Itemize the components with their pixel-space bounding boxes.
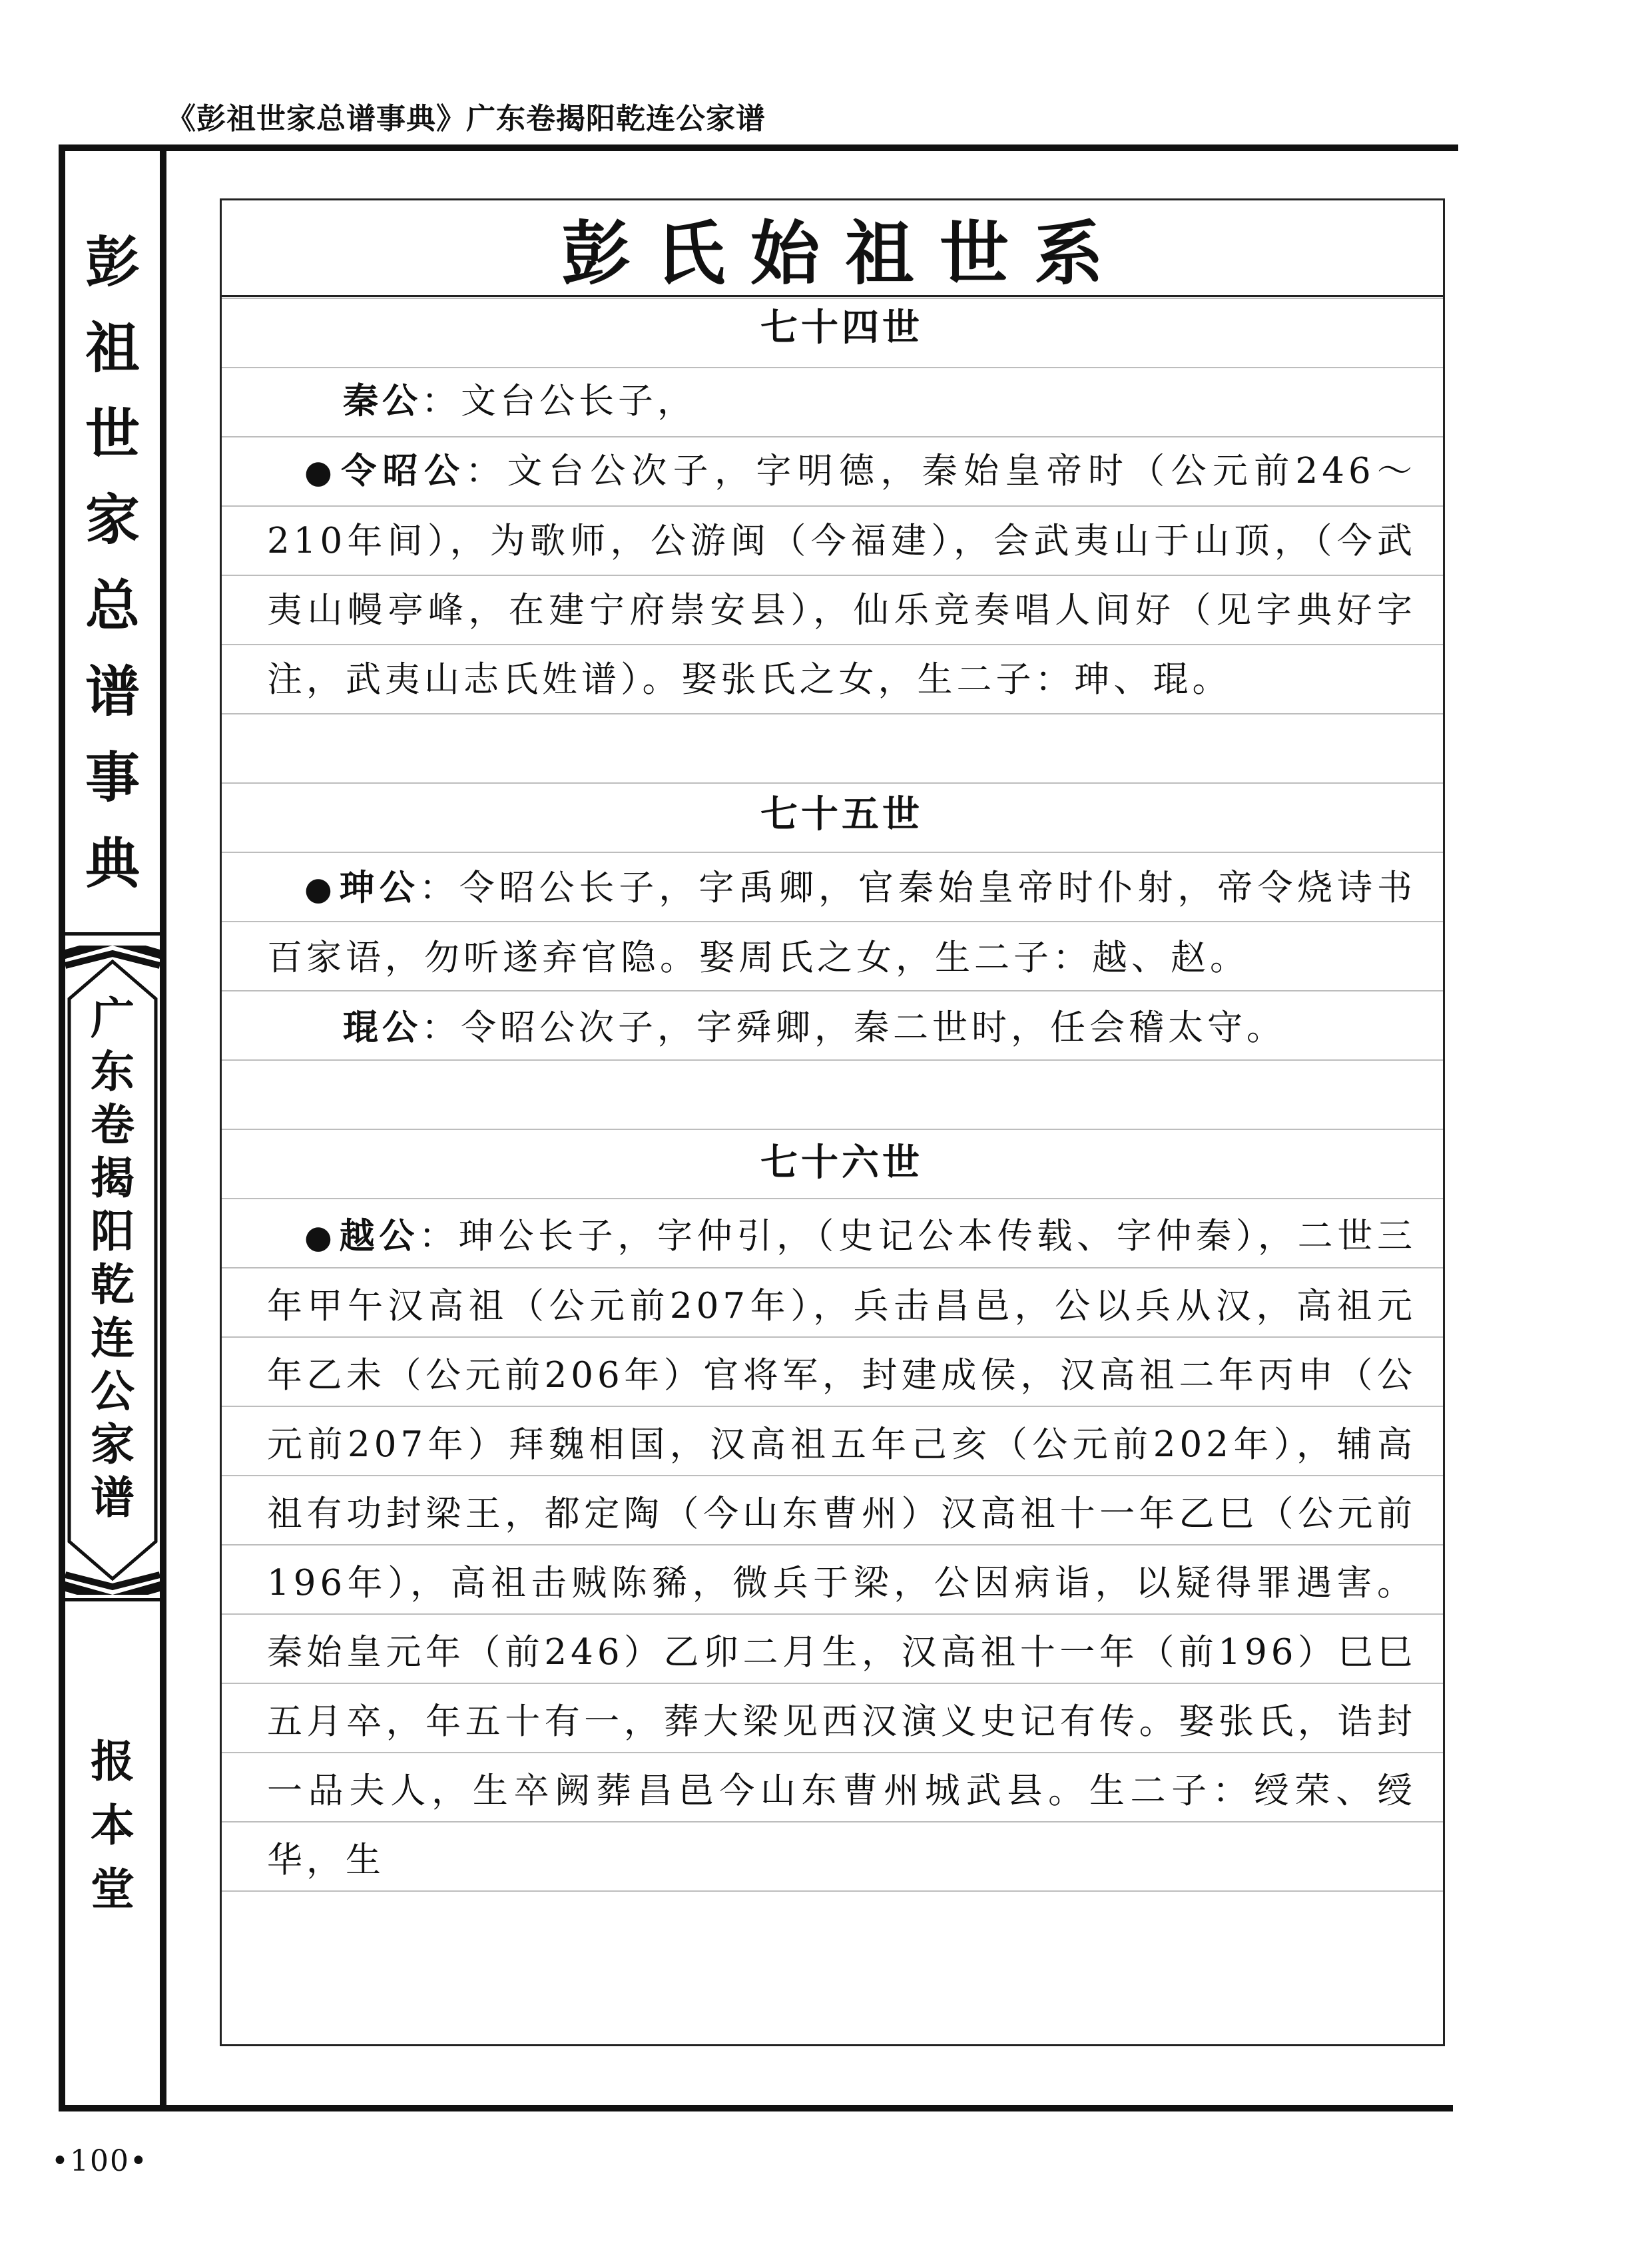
entry-text: ：文台公次子，字明德，秦始皇帝时（公元前246～210年间），为歌师，公游闽（今福建），会武夷山于山顶，（今武夷山幔亭峰，在建宁府崇安县），仙乐竞奏唱人间好（见字典好字注，武夷山志氏姓谱）。娶张氏之女，生二子：珅、琨。	[267, 451, 1416, 700]
spine-char: 祖	[85, 317, 140, 380]
spine-divider	[65, 932, 160, 936]
entry-text: ：珅公长子，字仲引，（史记公本传载、字仲秦），二世三年甲午汉高祖（公元前207年），兵击昌邑，公以兵从汉，高祖元年乙未（公元前206年）官将军，封建成侯，汉高祖二年丙申（公元前207年）拜魏相国，汉高祖五年己亥（公元前202年），辅高祖有功封梁王，都定陶（今山东曹州）汉高祖十一年乙巳（公元前196年），高祖击贼陈豨，微兵于梁，公因病诣，以疑得罪遇害。秦始皇元年（前246）乙卯二月生，汉高祖十一年（前196）巳巳五月卒，年五十有一，葬大梁见西汉演义史记有传。娶张氏，诰封一品夫人，生卒阙葬昌邑今山东曹州城武县。生二子：绶荣、绶华，生	[267, 1216, 1417, 1880]
entry-name: 越公	[339, 1215, 419, 1257]
spine-volume-title	[65, 992, 160, 1525]
spine-char: 东	[91, 1046, 135, 1097]
entry-name: 秦公	[343, 380, 421, 421]
entry	[267, 436, 1416, 714]
spacer	[267, 714, 1416, 784]
spine-inner-rule	[160, 144, 166, 2111]
generation-heading: 七十四世	[760, 306, 923, 350]
generation-heading: 七十五世	[760, 792, 923, 836]
spine-char: 公	[91, 1366, 135, 1417]
content-panel	[220, 198, 1445, 2046]
entry-text: ：文台公长子，	[421, 381, 696, 421]
generation-heading: 七十六世	[760, 1141, 923, 1185]
entry	[267, 853, 1416, 993]
entry-name: 琨公	[343, 1007, 421, 1048]
spacer	[267, 1063, 1416, 1132]
running-header: 《彭祖世家总谱事典》广东卷揭阳乾连公家谱	[166, 102, 766, 136]
spine-char: 揭	[91, 1153, 135, 1204]
spine-char: 广	[91, 993, 135, 1044]
bullet-icon: ●	[304, 870, 337, 908]
spine-char: 谱	[85, 661, 140, 724]
spine-book-title	[65, 220, 160, 907]
spine-char: 家	[91, 1419, 135, 1470]
entry	[267, 1201, 1416, 1895]
spine-char: 本	[91, 1800, 135, 1851]
bullet-icon: ●	[304, 453, 339, 491]
spine-char: 卷	[91, 1099, 135, 1151]
spine-char: 家	[85, 489, 140, 552]
page-number: •100•	[51, 2144, 148, 2178]
entry-text: ：令昭公长子，字禹卿，官秦始皇帝时仆射，帝令烧诗书百家语，勿听遂弃官隐。娶周氏之女，生二子：越、赵。	[267, 868, 1417, 978]
entry	[267, 366, 1416, 436]
genealogy-body	[222, 297, 1443, 1895]
spine-outer-rule	[59, 144, 65, 2111]
spine-char: 乾	[91, 1259, 135, 1310]
spine-char: 连	[91, 1312, 135, 1364]
spine-char: 报	[91, 1736, 135, 1787]
top-rule	[59, 144, 1458, 151]
bottom-rule	[59, 2105, 1453, 2111]
spine-divider	[65, 1598, 160, 1601]
bullet-icon: ●	[304, 1219, 337, 1256]
entry-name: 珅公	[339, 867, 419, 908]
entry-text: ：令昭公次子，字舜卿，秦二世时，任会稽太守。	[421, 1007, 1286, 1048]
spine-char: 事	[85, 746, 140, 810]
spine-char: 世	[85, 403, 140, 466]
spine-char: 总	[85, 575, 140, 638]
spine-char: 典	[85, 832, 140, 896]
spine-char: 阳	[91, 1206, 135, 1257]
spine-hall-name	[65, 1730, 160, 1922]
entry	[267, 993, 1416, 1063]
spine-char: 谱	[91, 1472, 135, 1524]
spine-char: 堂	[91, 1864, 135, 1915]
spine-char: 彭	[85, 231, 140, 294]
panel-title: 彭氏始祖世系	[222, 200, 1443, 297]
entry-name: 令昭公	[341, 450, 466, 491]
